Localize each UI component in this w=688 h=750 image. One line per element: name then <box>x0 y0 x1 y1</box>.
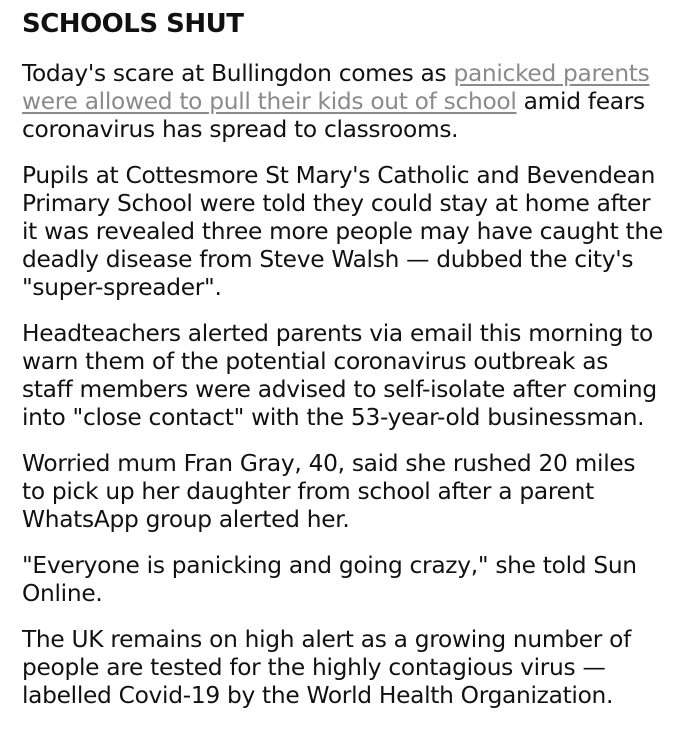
paragraph-6: The UK remains on high alert as a growing number of people are tested for the highly contagious virus — labelled Covid-19 by the World Health Organization. <box>22 626 632 709</box>
section-heading: SCHOOLS SHUT <box>22 9 244 39</box>
paragraph-5: "Everyone is panicking and going crazy," she told Sun Online. <box>22 552 637 607</box>
paragraph-1-lead: Today's scare at Bullingdon comes as <box>22 60 454 87</box>
paragraph-3: Headteachers alerted parents via email this morning to warn them of the potential coronavirus outbreak as staff members were advised to self-isolate after coming into "close contact" with the 53-year-old businessman. <box>22 320 657 431</box>
paragraph-2: Pupils at Cottesmore St Mary's Catholic and Bevendean Primary School were told they could stay at home after it was revealed three more people may have caught the deadly disease from Steve Walsh — dubbed the city's "super-spreader". <box>22 162 663 301</box>
paragraph-1-tail: amid fears coronavirus has spread to classrooms. <box>22 88 645 143</box>
paragraph-1 <box>22 60 664 144</box>
paragraph-4: Worried mum Fran Gray, 40, said she rushed 20 miles to pick up her daughter from school after a parent WhatsApp group alerted her. <box>22 450 636 533</box>
panicked-parents-link[interactable]: panicked parents were allowed to pull their kids out of school <box>22 60 650 115</box>
